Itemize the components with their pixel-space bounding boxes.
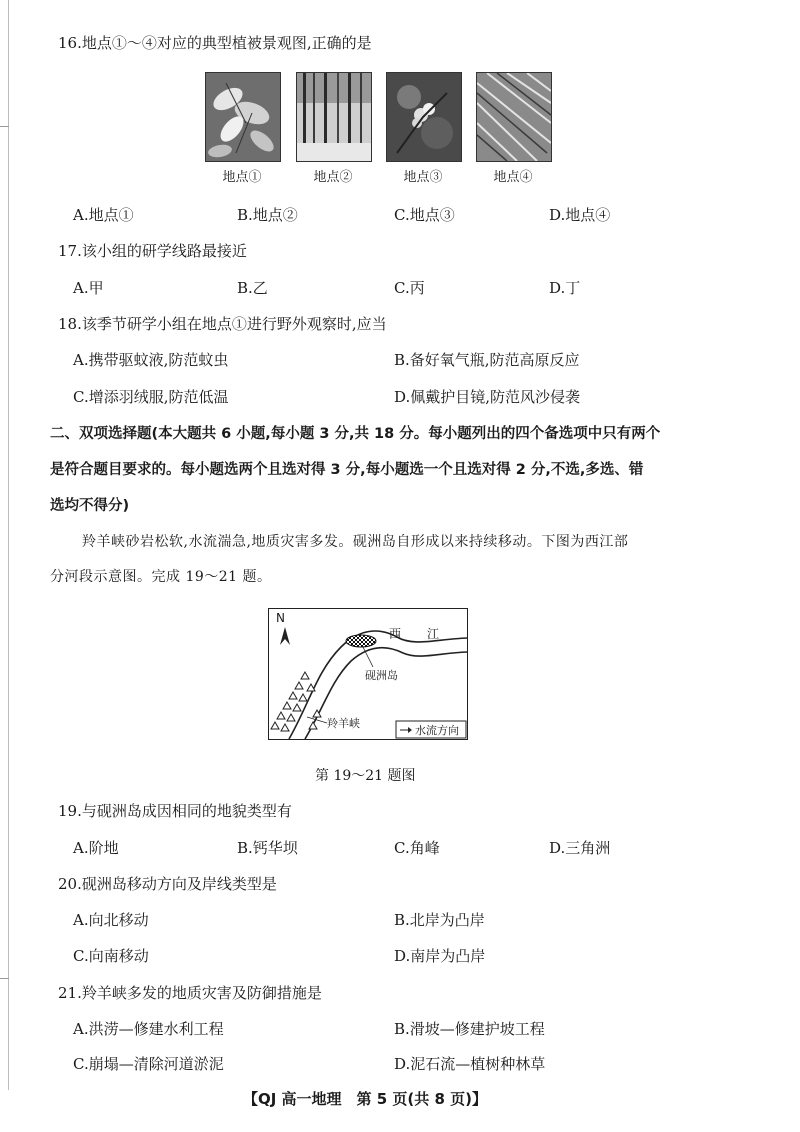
- q19-option-d: D.三角洲: [549, 839, 611, 857]
- q21-option-b: B.滑坡—修建护坡工程: [394, 1020, 545, 1038]
- photo-site-1-broadleaf: [205, 72, 281, 162]
- q16-option-a: A.地点①: [73, 206, 134, 224]
- q18-option-d: D.佩戴护目镜,防范风沙侵袭: [394, 388, 581, 406]
- caption-site-2: 地点②: [313, 170, 353, 185]
- q21-option-c: C.崩塌—清除河道淤泥: [73, 1055, 224, 1073]
- photo-site-4-grass: [476, 72, 552, 162]
- question-17-stem: 17.该小组的研学线路最接近: [58, 242, 247, 260]
- q18-option-a: A.携带驱蚊液,防范蚊虫: [73, 351, 229, 369]
- q19-option-a: A.阶地: [73, 839, 119, 857]
- q16-option-b: B.地点②: [237, 206, 298, 224]
- river-label-jiang: 江: [427, 627, 440, 641]
- margin-tick: [0, 978, 9, 979]
- q19-option-c: C.角峰: [394, 839, 440, 857]
- q20-option-c: C.向南移动: [73, 947, 149, 965]
- passage-line-1: 羚羊峡砂岩松软,水流湍急,地质灾害多发。砚洲岛自形成以来持续移动。下图为西江部: [82, 534, 629, 550]
- caption-site-1: 地点①: [222, 170, 262, 185]
- q17-option-c: C.丙: [394, 279, 425, 297]
- passage-line-2: 分河段示意图。完成 19～21 题。: [50, 569, 272, 585]
- q18-option-c: C.增添羽绒服,防范低温: [73, 388, 229, 406]
- gorge-label: 羚羊峡: [327, 717, 360, 730]
- section-2-heading-line-3: 选均不得分): [50, 498, 130, 514]
- question-19-stem: 19.与砚洲岛成因相同的地貌类型有: [58, 802, 292, 820]
- margin-tick: [0, 126, 9, 127]
- caption-site-4: 地点④: [493, 170, 533, 185]
- q19-option-b: B.钙华坝: [237, 839, 298, 857]
- north-label: N: [276, 611, 285, 625]
- legend-label: 水流方向: [415, 724, 459, 737]
- binding-margin-line: [8, 0, 9, 1090]
- q20-option-a: A.向北移动: [73, 911, 149, 929]
- photo-site-3-flower: [386, 72, 462, 162]
- river-label-xi: 西: [389, 627, 402, 641]
- question-20-stem: 20.砚洲岛移动方向及岸线类型是: [58, 875, 277, 893]
- q17-option-a: A.甲: [73, 279, 104, 297]
- island-label: 砚洲岛: [365, 669, 398, 682]
- section-2-heading-line-2: 是符合题目要求的。每小题选两个且选对得 3 分,每小题选一个且选对得 2 分,不选,多选、错: [50, 462, 644, 478]
- q21-option-a: A.洪涝—修建水利工程: [73, 1020, 224, 1038]
- q21-option-d: D.泥石流—植树种林草: [394, 1055, 546, 1073]
- q16-option-c: C.地点③: [394, 206, 455, 224]
- xijiang-river-map: [268, 608, 468, 740]
- q18-option-b: B.备好氧气瓶,防范高原反应: [394, 351, 580, 369]
- q17-option-b: B.乙: [237, 279, 268, 297]
- photo-site-2-forest: [296, 72, 372, 162]
- q17-option-d: D.丁: [549, 279, 581, 297]
- north-arrow-icon: [280, 627, 290, 645]
- question-16-stem: 16.地点①～④对应的典型植被景观图,正确的是: [58, 34, 372, 52]
- question-21-stem: 21.羚羊峡多发的地质灾害及防御措施是: [58, 984, 322, 1002]
- q20-option-b: B.北岸为凸岸: [394, 911, 485, 929]
- section-2-heading-line-1: 二、双项选择题(本大题共 6 小题,每小题 3 分,共 18 分。每小题列出的四个备选项中只有两个: [50, 426, 661, 442]
- caption-site-3: 地点③: [403, 170, 443, 185]
- q20-option-d: D.南岸为凸岸: [394, 947, 486, 965]
- question-18-stem: 18.该季节研学小组在地点①进行野外观察时,应当: [58, 315, 387, 333]
- yanzhou-island-shape: [346, 635, 376, 647]
- page-footer: 【QJ 高一地理 第 5 页(共 8 页)】: [243, 1090, 488, 1108]
- figure-title: 第 19～21 题图: [315, 768, 416, 784]
- q16-option-d: D.地点④: [549, 206, 611, 224]
- gorge-cliff-symbols: [271, 672, 321, 731]
